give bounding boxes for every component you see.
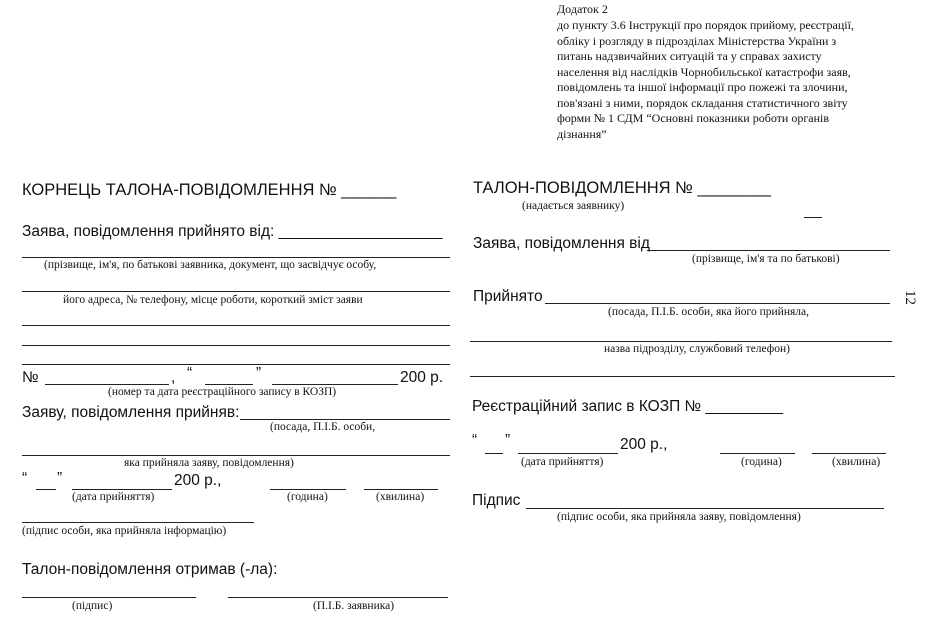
reg-close-quote: ” xyxy=(256,365,262,382)
coupon-date-close-quote: ” xyxy=(505,432,511,449)
received-label: Талон-повідомлення отримав (-ла): xyxy=(22,561,278,578)
reg-comma: , xyxy=(171,369,176,386)
annex-description-line: форми № 1 СДМ “Основні показники роботи органів xyxy=(557,111,829,125)
stub-received-from-label: Заява, повідомлення прийнято від: ___________________ xyxy=(22,223,443,240)
reg-number-line[interactable] xyxy=(45,384,169,385)
reg-number-sign: № xyxy=(22,369,39,386)
caption-signature: (підпис особи, яка прийняла інформацію) xyxy=(22,525,227,537)
reg-year: 200 р. xyxy=(400,369,444,386)
annex-description-line: дізнання” xyxy=(557,126,607,141)
coupon-date-month-line[interactable] xyxy=(518,453,618,454)
coupon-caption-name: (прізвище, ім'я та по батькові) xyxy=(692,253,840,265)
caption-who-accepted: яка прийняла заяву, повідомлення) xyxy=(124,457,294,469)
caption-applicant-name: (П.І.Б. заявника) xyxy=(313,600,395,612)
coupon-title: ТАЛОН-ПОВІДОМЛЕННЯ № ________ xyxy=(473,179,771,197)
caption-address: його адреса, № телефону, місце роботи, короткий зміст заяви xyxy=(63,294,363,306)
coupon-date-year: 200 р., xyxy=(620,436,668,453)
coupon-applicant-line[interactable] xyxy=(647,250,890,251)
caption-sign: (підпис) xyxy=(72,600,113,612)
coupon-accepted-label: Прийнято xyxy=(473,288,543,305)
address-line[interactable] xyxy=(22,291,450,292)
annex-description-line: до пункту 3.6 Інструкції про порядок прийому, реєстрації, xyxy=(557,18,854,32)
coupon-unit-line[interactable] xyxy=(470,376,895,377)
date-year: 200 р., xyxy=(174,472,222,489)
annex-title: Додаток 2 xyxy=(557,2,608,16)
coupon-minute-line[interactable] xyxy=(812,453,886,454)
applicant-line[interactable] xyxy=(22,257,450,258)
coupon-caption-date: (дата прийняття) xyxy=(521,456,604,468)
reg-month-line[interactable] xyxy=(272,384,398,385)
receiver-name-line[interactable] xyxy=(228,597,448,598)
receiver-signature-line[interactable] xyxy=(22,597,196,598)
caption-minute: (хвилина) xyxy=(376,491,425,503)
caption-hour: (година) xyxy=(287,491,328,503)
coupon-caption-minute: (хвилина) xyxy=(832,456,881,468)
date-day-line[interactable] xyxy=(36,489,56,490)
content-line-3[interactable] xyxy=(22,364,450,365)
coupon-received-from-label: Заява, повідомлення від xyxy=(473,235,650,252)
signature-line[interactable] xyxy=(22,522,254,523)
annex-description-line: питань надзвичайних ситуацій та у справах захисту xyxy=(557,49,822,63)
annex-description-line: повідомлень та іншої інформації про пожежі та злочини, xyxy=(557,80,848,94)
coupon-signature-label: Підпис xyxy=(472,492,521,509)
accepted-by-label: Заяву, повідомлення прийняв: xyxy=(22,404,240,421)
caption-position: (посада, П.І.Б. особи, xyxy=(270,421,376,433)
page-number: 12 xyxy=(902,290,918,305)
hour-line[interactable] xyxy=(270,489,346,490)
coupon-date-day-line[interactable] xyxy=(485,453,503,454)
annex-description-line: пов'язані з ними, порядок складання статистичного звіту xyxy=(557,95,848,110)
tick-mark xyxy=(804,217,822,218)
caption-reg: (номер та дата реєстраційного запису в КОЗП) xyxy=(108,386,337,398)
reg-open-quote: “ xyxy=(187,365,193,382)
stub-title: КОРНЕЦЬ ТАЛОНА-ПОВІДОМЛЕННЯ № ______ xyxy=(22,181,397,199)
annex-description-line: населення від наслідків Чорнобильської катастрофи заяв, xyxy=(557,64,851,79)
coupon-reg-record: Реєстраційний запис в КОЗП № _________ xyxy=(472,398,784,415)
annex-description-line: обліку і розгляду в підрозділах Міністерства України з xyxy=(557,33,837,48)
accepted-by-line-2[interactable] xyxy=(22,455,450,456)
coupon-caption-hour: (година) xyxy=(741,456,782,468)
coupon-accepted-line-2[interactable] xyxy=(470,341,892,342)
coupon-date-open-quote: “ xyxy=(472,432,478,449)
coupon-caption-signature: (підпис особи, яка прийняла заяву, повідомлення) xyxy=(557,511,801,523)
caption-applicant: (прізвище, ім'я, по батькові заявника, документ, що засвідчує особу, xyxy=(44,259,377,271)
coupon-accepted-line[interactable] xyxy=(545,303,890,304)
date-open-quote: “ xyxy=(22,470,28,487)
coupon-caption-position: (посада, П.І.Б. особи, яка його прийняла, xyxy=(608,306,809,318)
accepted-by-line[interactable] xyxy=(240,419,450,420)
caption-date: (дата прийняття) xyxy=(72,491,155,503)
coupon-hour-line[interactable] xyxy=(720,453,795,454)
coupon-signature-line[interactable] xyxy=(526,508,884,509)
content-line-1[interactable] xyxy=(22,325,450,326)
content-line-2[interactable] xyxy=(22,345,450,346)
minute-line[interactable] xyxy=(364,489,438,490)
reg-day-line[interactable] xyxy=(205,384,253,385)
coupon-subtitle: (надається заявнику) xyxy=(522,200,625,212)
date-month-line[interactable] xyxy=(72,489,172,490)
date-close-quote: ” xyxy=(57,470,63,487)
coupon-caption-unit: назва підрозділу, службовий телефон) xyxy=(604,343,790,355)
